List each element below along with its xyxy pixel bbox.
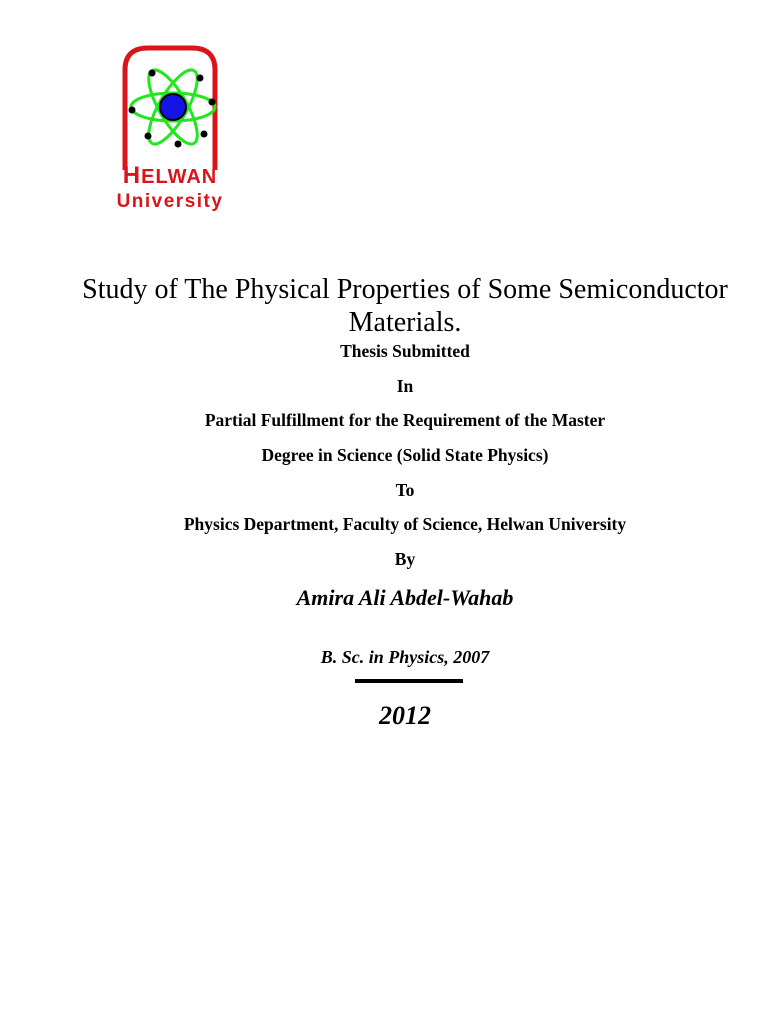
- logo-wordmark-helwan: HELWAN: [122, 162, 218, 189]
- by-label: By: [394, 549, 416, 569]
- logo-wordmark-university: University: [116, 191, 224, 212]
- to-label: To: [395, 480, 415, 500]
- in-label: In: [396, 376, 414, 396]
- requirement-line-2: Degree in Science (Solid State Physics): [261, 445, 549, 465]
- author-name: Amira Ali Abdel-Wahab: [296, 585, 514, 610]
- thesis-submitted-label: Thesis Submitted: [340, 341, 470, 361]
- university-logo: [108, 40, 232, 220]
- thesis-title: Study of The Physical Properties of Some Semiconductor Materials.: [82, 274, 728, 338]
- department-line: Physics Department, Faculty of Science, Helwan University: [183, 514, 627, 534]
- divider-rule: [355, 679, 463, 683]
- author-degree: B. Sc. in Physics, 2007: [320, 647, 490, 667]
- submission-year: 2012: [379, 701, 431, 730]
- requirement-line-1: Partial Fulfillment for the Requirement of the Master: [204, 410, 606, 430]
- atom-arch-emblem: [108, 40, 232, 170]
